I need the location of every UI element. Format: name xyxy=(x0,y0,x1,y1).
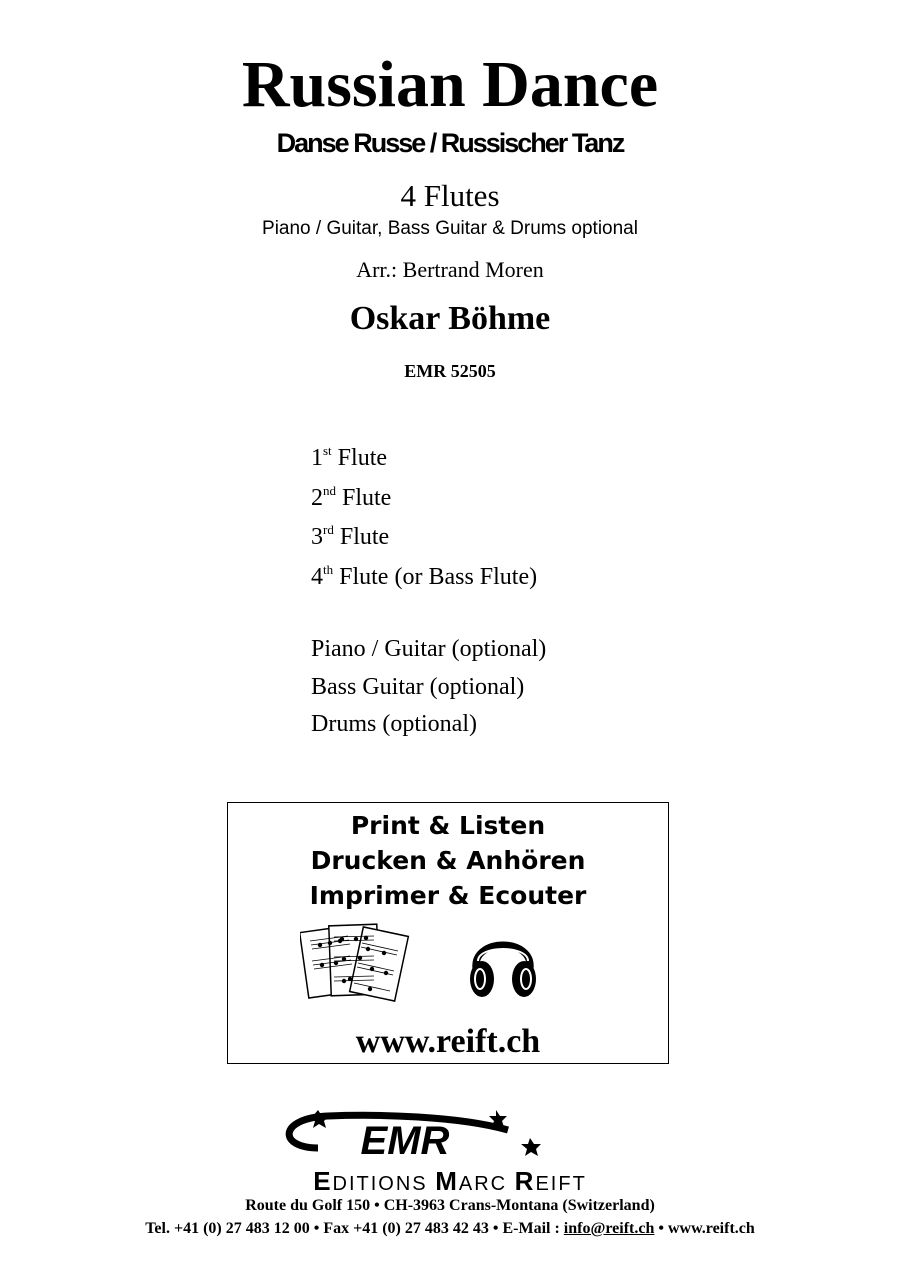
optional-part-item: Piano / Guitar (optional) xyxy=(311,636,547,662)
print-listen-box xyxy=(227,802,669,1064)
optional-note: Piano / Guitar, Bass Guitar & Drums optional xyxy=(262,218,638,239)
arranger: Arr.: Bertrand Moren xyxy=(356,257,544,282)
part-item: 2nd Flute xyxy=(311,482,392,511)
emr-logo-text: EMR xyxy=(360,1119,450,1163)
catalog-number: EMR 52505 xyxy=(404,361,496,381)
promo-line-de: Drucken & Anhören xyxy=(310,846,586,875)
publisher-contact: Tel. +41 (0) 27 483 12 00 • Fax +41 (0) 27 483 42 43 • E-Mail : info@reift.ch • www.reift.ch xyxy=(145,1220,755,1237)
promo-line-fr: Imprimer & Ecouter xyxy=(309,881,587,910)
parts-list xyxy=(311,440,537,598)
optional-parts-list xyxy=(311,631,546,744)
composer: Oskar Böhme xyxy=(349,300,551,337)
promo-line-en: Print & Listen xyxy=(350,811,546,840)
page-title: Russian Dance xyxy=(241,48,659,121)
optional-part-item: Bass Guitar (optional) xyxy=(311,673,525,700)
publisher-address: Route du Golf 150 • CH-3963 Crans-Montana (Switzerland) xyxy=(245,1197,655,1214)
sheet-music-icon xyxy=(300,921,412,1003)
emr-logo xyxy=(258,1108,548,1170)
part-item: 3rd Flute xyxy=(311,522,390,550)
optional-part-item: Drums (optional) xyxy=(311,711,477,737)
subtitle: Danse Russe / Russischer Tanz xyxy=(276,128,624,158)
publisher-name: EDITIONS MARC REIFT xyxy=(313,1166,587,1196)
part-item: 4th Flute (or Bass Flute) xyxy=(311,561,538,590)
part-item: 1st Flute xyxy=(311,443,388,471)
website-link[interactable]: www.reift.ch xyxy=(355,1023,541,1060)
instrumentation: 4 Flutes xyxy=(400,178,500,213)
email-link[interactable]: info@reift.ch xyxy=(563,1220,655,1237)
headphones-icon xyxy=(468,923,538,1003)
